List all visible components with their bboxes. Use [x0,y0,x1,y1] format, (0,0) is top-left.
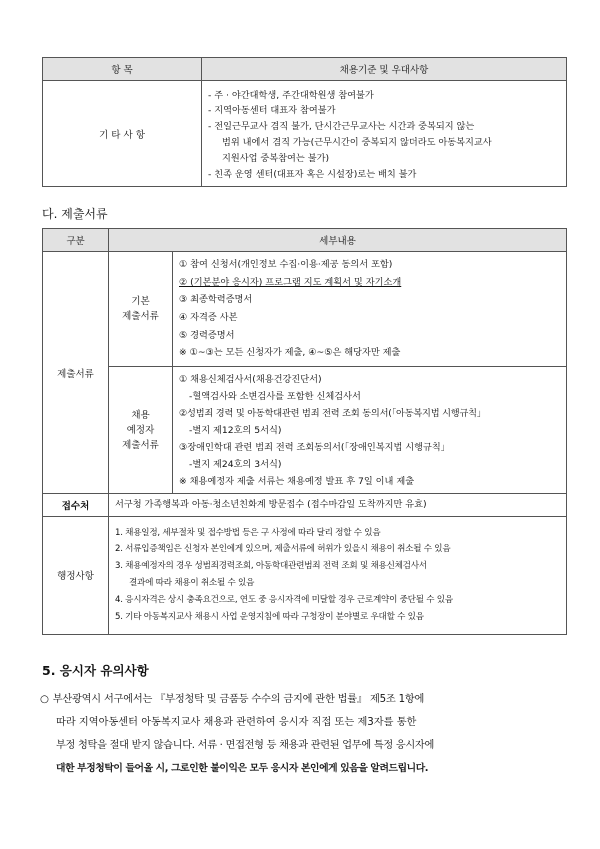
reception-label: 접수처 [43,494,109,517]
basic-doc-item: ⑤ 경력증명서 [179,329,235,341]
criteria-line: - 지역아동센터 대표자 참여불가 [208,105,336,117]
basic-label-line: 기본 [131,296,150,307]
criteria-line: - 친족 운영 센터(대표자 혹은 시설장)로는 배치 불가 [208,168,417,180]
sched-label-line: 채용 [131,409,150,421]
sched-label-line: 제출서류 [122,439,159,451]
sched-label-line: 예정자 [126,424,155,436]
header-category: 구분 [43,229,109,252]
basic-doc-item: ④ 자격증 사본 [179,312,238,323]
admin-item: 4. 응시자격은 상시 충족요건으로, 연도 중 응시자격에 미달할 경우 근로계약이 중단될 수 있음 [115,594,453,605]
basic-label-line: 제출서류 [122,311,159,322]
basic-doc-item: ② (기본분야 응시자) 프로그램 지도 계획서 및 자기소개 [179,276,402,288]
scheduled-docs-cell [173,367,567,494]
scheduled-docs-label [109,367,173,494]
admin-label: 행정사항 [43,516,109,634]
header-criteria: 채용기준 및 우대사항 [202,58,567,81]
sched-doc-item: ※ 채용예정자 제출 서류는 채용예정 발표 후 7일 이내 제출 [179,475,415,487]
docs-label: 제출서류 [43,252,109,494]
notice-line-2: 따라 지역아동센터 아동복지교사 채용과 관련하여 응시자 직접 또는 제3자를 통한 [56,717,417,728]
basic-docs-cell [173,252,567,367]
other-criteria-cell [202,81,567,187]
sched-doc-item: -혈액검사와 소변검사를 포함한 신체검사서 [189,390,361,402]
documents-table [42,228,567,635]
sched-doc-item: -별지 제24호의 3서식) [189,458,282,470]
basic-doc-item: ① 참여 신청서(개인정보 수집·이용·제공 동의서 포함) [179,259,393,271]
criteria-line: - 주 · 야간대학생, 주간대학원생 참여불가 [208,89,374,101]
admin-item: 결과에 따라 채용이 취소될 수 있음 [129,578,255,588]
header-item: 항 목 [43,58,202,81]
basic-doc-item: ③ 최종학력증명서 [179,294,253,306]
notice-line-1: 부산광역시 서구에서는 『부정청탁 및 금품등 수수의 금지에 관한 법률』 제5조 1항에 [52,694,425,705]
criteria-line: - 전일근무교사 겸직 불가, 단시간근무교사는 시간과 중복되지 않는 [208,121,475,133]
sched-doc-item: ① 채용신체검사서(채용건강진단서) [179,373,322,385]
section-5-title: 5. 응시자 유의사항 [42,663,149,678]
admin-item: 1. 채용일정, 세부절차 및 접수방법 등은 구 사정에 따라 달리 정할 수 있음 [115,527,381,538]
criteria-line: 범위 내에서 겸직 가능(근무시간이 중복되지 않더라도 아동복지교사 [222,137,492,148]
basic-doc-item: ※ ①~③는 모든 신청자가 제출, ④~⑤은 해당자만 제출 [179,347,401,359]
notice-paragraph [40,688,576,780]
criteria-table [42,57,567,187]
bullet-circle-icon: ○ [40,694,49,705]
admin-item: 5. 기타 아동복지교사 채용시 사업 운영지침에 따라 구청장이 분야별로 우대할 수 있음 [115,611,424,622]
notice-line-3: 부정 청탁을 절대 받지 않습니다. 서류 · 면접전형 등 채용과 관련된 업무에 특정 응시자에 [56,740,435,751]
basic-docs-label [109,252,173,367]
notice-line [40,688,576,711]
criteria-line: 지원사업 중복참여는 불가) [222,152,330,164]
header-details: 세부내용 [109,229,567,252]
reception-cell: 서구청 가족행복과 아동·청소년친화계 방문접수 (접수마감일 도착까지만 유효) [109,494,567,517]
section-d-title: 다. 제출서류 [42,207,108,221]
sched-doc-item: ③장애인학대 관련 범죄 전력 조회동의서(「장애인복지법 시행규칙」 [179,441,450,453]
admin-item: 3. 채용예정자의 경우 성범죄경력조회, 아동학대관련범죄 전력 조회 및 채용신체검사서 [115,561,427,572]
sched-doc-item: -별지 제12호의 5서식) [189,424,282,436]
sched-doc-item: ②성범죄 경력 및 아동학대관련 범죄 전력 조회 동의서(「아동복지법 시행규칙」 [179,407,486,419]
notice-line-4: 대한 부정청탁이 들어올 시, 그로인한 불이익은 모두 응시자 본인에게 있음을 알려드립니다. [56,763,429,774]
row-label-other: 기 타 사 항 [43,81,202,187]
admin-item: 2. 서류입증책임은 신청자 본인에게 있으며, 제출서류에 허위가 있을시 채용이 취소될 수 있음 [115,544,451,555]
admin-cell [109,516,567,634]
